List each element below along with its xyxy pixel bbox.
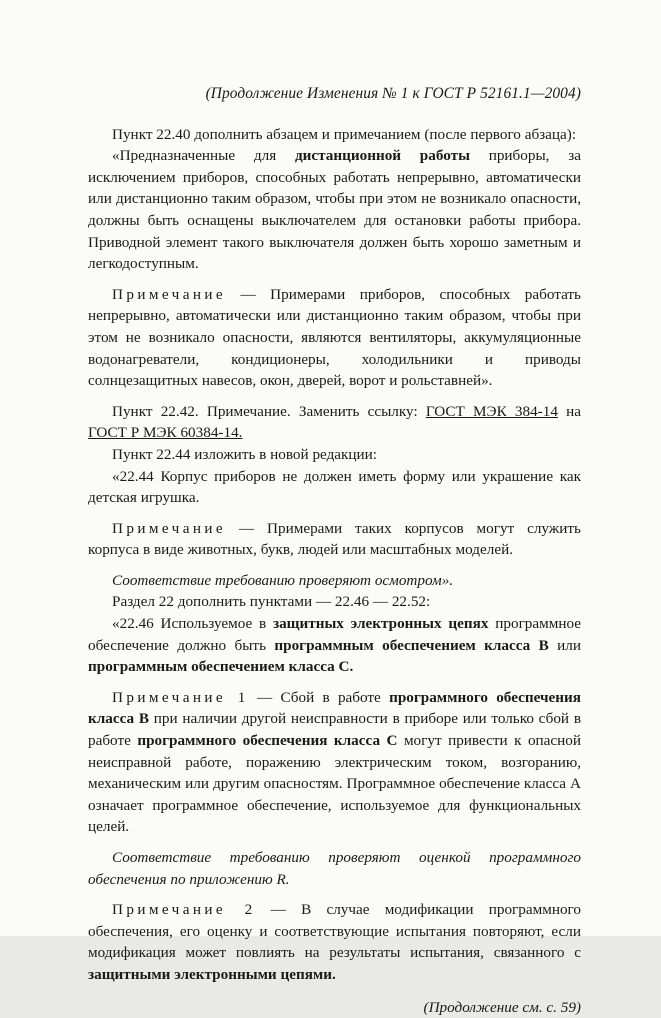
note-examples-devices: [88, 284, 581, 392]
note-1-software-failure: [88, 687, 581, 838]
paragraph-22-40-intro: Пункт 22.40 дополнить абзацем и примечанием (после первого абзаца):: [112, 125, 577, 143]
bold-term: программного обеспечения класса С: [137, 732, 398, 750]
note-examples-enclosures: [88, 518, 581, 561]
bold-term: программного обеспечения класса В: [88, 688, 582, 728]
text-run: — Сбой в работе: [248, 688, 390, 706]
note-label: Примечание: [112, 519, 227, 537]
note-label: Примечание: [112, 285, 227, 303]
compliance-software-evaluation: Соответствие требованию проверяют оценкой программного обеспечения по приложению R.: [88, 849, 581, 888]
paragraph-remote-operation: [88, 145, 581, 275]
compliance-inspection: Соответствие требованию проверяют осмотром».: [112, 571, 454, 589]
text-run: — В случае модификации программного обеспечения, его оценку и соответствующие испытания повторяют, если модификация может повлиять на результаты испытания, связанного с: [88, 901, 582, 962]
text-run: Пункт 22.42. Примечание. Заменить ссылку:: [112, 402, 426, 420]
note-label: Примечание 2: [112, 901, 256, 919]
text-run: «Предназначенные для: [112, 147, 295, 165]
text-run: на: [557, 402, 582, 420]
paragraph-section-22-additions: Раздел 22 дополнить пунктами — 22.46 — 22.52:: [112, 593, 431, 611]
note-label: Примечание 1: [112, 688, 249, 706]
text-run: «22.46 Используемое в: [112, 615, 273, 633]
text-run: — Примерами приборов, способных работать непрерывно, автоматически или дистанционно таким образом, чтобы при этом не возникало опасности, являются вентиляторы, аккумуляционные водонагреватели, кондиционеры, холодильники и приводы солнцезащитных навесов, окон, дверей, ворот и рольставней».: [88, 285, 581, 390]
text-run: программное обеспечение должно быть: [88, 615, 581, 654]
note-2-modification: [88, 899, 581, 985]
paragraph-22-44-intro: Пункт 22.44 изложить в новой редакции:: [112, 445, 378, 463]
paragraph-22-46: [88, 613, 581, 678]
page-footer: (Продолжение см. с. 59): [423, 998, 581, 1016]
bold-term: защитных электронных цепях: [272, 615, 489, 633]
bold-term: защитными электронными цепями.: [88, 965, 336, 983]
text-run: могут привести к опасной неисправной работе, поражению электрическим током, возгоранию, механическим или другим опасностям. Программное обеспечение класса А означает программное обеспечение, используемое для функциональных целей.: [88, 732, 582, 836]
paragraph-22-44: «22.44 Корпус приборов не должен иметь форму или украшение как детская игрушка.: [88, 467, 581, 507]
bold-term: дистанционной работы: [294, 147, 470, 165]
bold-term: программным обеспечением класса С.: [88, 658, 354, 676]
page-header: (Продолжение Изменения № 1 к ГОСТ Р 52161.1—2004): [205, 85, 581, 102]
paragraph-22-42: [88, 401, 581, 444]
text-run: при наличии другой неисправности в приборе или только сбой в работе: [88, 710, 581, 750]
text-run: приборы, за исключением приборов, способных работать непрерывно, автоматически или дистанционно таким образом, чтобы при этом не возникало опасности, должны быть оснащены выключателем для остановки работы прибора. Приводной элемент такого выключателя должен быть хорошо заметным и легкодоступным.: [88, 147, 581, 273]
text-run: — Примерами таких корпусов могут служить корпуса в виде животных, букв, людей или масштабных моделей.: [88, 519, 581, 559]
text-run: или: [548, 636, 581, 654]
standard-reference: ГОСТ Р МЭК 60384-14.: [88, 424, 243, 442]
standard-reference: ГОСТ МЭК 384-14: [425, 402, 558, 420]
bold-term: программным обеспечением класса В: [274, 636, 549, 654]
